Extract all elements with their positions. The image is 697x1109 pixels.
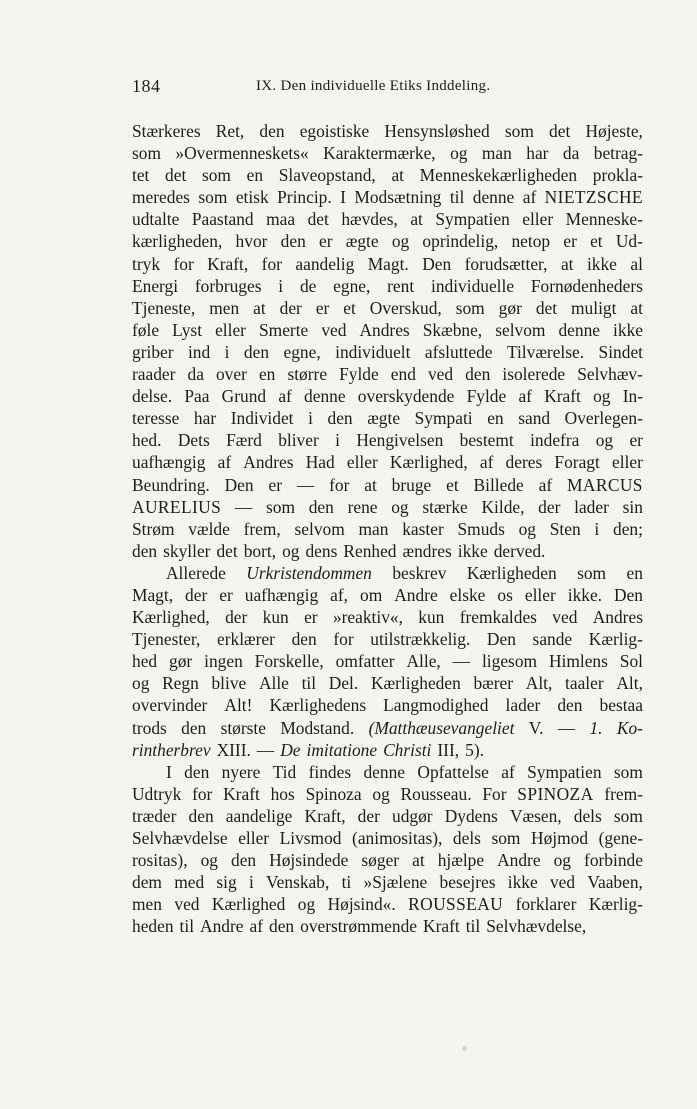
text-line: rositas), og den Højsindede søger at hjælpe Andre og forbinde [132,850,643,871]
text-line: som »Overmenneskets« Karaktermærke, og man har da betrag- [132,143,643,164]
text-line: Stærkeres Ret, den egoistiske Hensynsløshed som det Højeste, [132,121,643,141]
text-line: Beundring. Den er — for at bruge et Billede af MARCUS [132,474,643,495]
text-line: uafhængig af Andres Had eller Kærlighed, af deres Foragt eller [132,452,643,473]
text-line: Magt, der er uafhængig af, om Andre elske os eller ikke. Den [132,584,643,605]
text-line: raader da over en større Fylde end ved den isolerede Selvhæv- [132,364,643,385]
paragraph [132,562,643,761]
text-line: teresse har Individet i den ægte Sympati en sand Overlegen- [132,408,643,429]
text-line: og Regn blive Alle til Del. Kærligheden bærer Alt, taaler Alt, [132,673,643,694]
text-line: føle Lyst eller Smerte ved Andres Skæbne, selvom denne ikke [132,319,643,340]
running-head [132,76,552,100]
text-line: Udtryk for Kraft hos Spinoza og Rousseau. For SPINOZA frem- [132,783,643,804]
text-line: Strøm vælde frem, selvom man kaster Smuds og Sten i den; [132,518,643,539]
paragraph [132,120,643,562]
text-line: Allerede Urkristendommen beskrev Kærligheden som en [166,562,643,583]
text-line: AURELIUS — som den rene og stærke Kilde, der lader sin [132,496,643,517]
text-line: den skyller det bort, og dens Renhed ændres ikke derved. [132,540,546,561]
text-line: heden til Andre af den overstrømmende Kraft til Selvhævdelse, [132,916,587,937]
text-line: Tjenester, erklærer den for utilstrækkelig. Den sande Kærlig- [132,629,643,650]
text-line: overvinder Alt! Kærlighedens Langmodighed lader den bestaa [132,695,643,716]
text-line: kærligheden, hvor den er ægte og oprindelig, netop er et Ud- [132,231,643,252]
text-line: tet det som en Slaveopstand, at Menneskekærligheden prokla- [132,165,643,186]
text-line: udtalte Paastand maa det hævdes, at Sympatien eller Menneske- [132,209,643,230]
text-line: delse. Paa Grund af denne overskydende Fylde af Kraft og In- [132,386,643,407]
paragraph [132,761,643,938]
page-number: 184 [132,76,161,96]
body-text [132,120,643,937]
text-line: hed gør ingen Forskelle, omfatter Alle, — ligesom Himlens Sol [132,651,643,672]
text-line: Energi forbruges i de egne, rent individuelle Fornødenheders [132,275,643,296]
text-line: rintherbrev XIII. — De imitatione Christi III, 5). [132,739,484,760]
text-line: griber ind i den egne, individuelt afsluttede Tilværelse. Sindet [132,341,643,362]
text-line: tryk for Kraft, for aandelig Magt. Den forudsætter, at ikke al [132,253,643,274]
text-line: træder den aandelige Kraft, der udgør Dydens Væsen, dels som [132,805,643,826]
chapter-title: IX. Den individuelle Etiks Inddeling. [256,78,491,94]
paper-speck [462,1046,467,1051]
text-line: hed. Dets Færd bliver i Hengivelsen bestemt indefra og er [132,430,643,451]
text-line: Kærlighed, der kun er »reaktiv«, kun fremkaldes ved Andres [132,607,643,628]
text-line: meredes som etisk Princip. I Modsætning til denne af NIETZSCHE [132,187,643,208]
text-line: I den nyere Tid findes denne Opfattelse af Sympatien som [166,761,643,782]
text-line: dem med sig i Venskab, ti »Sjælene besejres ikke ved Vaaben, [132,872,643,893]
text-line: trods den største Modstand. (Matthæusevangeliet V. — 1. Ko- [132,717,643,738]
text-line: men ved Kærlighed og Højsind«. ROUSSEAU forklarer Kærlig- [132,894,643,915]
text-line: Selvhævdelse eller Livsmod (animositas), dels som Højmod (gene- [132,828,643,848]
text-line: Tjeneste, men at der er et Overskud, som gør det muligt at [132,297,643,318]
